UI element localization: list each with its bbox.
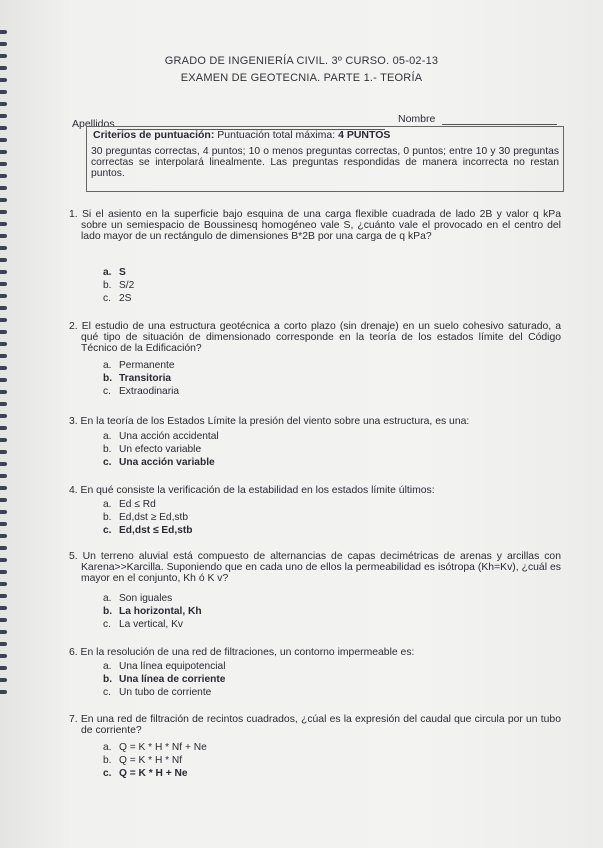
question-6-option-c[interactable]: c. Un tubo de corriente (103, 687, 212, 698)
question-7-option-a[interactable]: a. Q = K * H * Nf + Ne (103, 742, 207, 753)
question-7-option-b[interactable]: b. Q = K * H * Nf (103, 755, 183, 766)
question-6-option-b[interactable]: b. Una línea de corriente (103, 674, 226, 685)
criteria-heading: Criterios de puntuación: Puntuación total máxima: 4 PUNTOS (93, 129, 391, 141)
question-3 (69, 416, 561, 428)
question-4-option-b[interactable]: b. Ed,dst ≥ Ed,stb (103, 512, 189, 523)
question-2-option-c[interactable]: c. Extraodinaria (103, 386, 180, 397)
criteria-text: 30 preguntas correctas, 4 puntos; 10 o menos preguntas correctas, 0 puntos; entre 10 y 30 preguntas correctas se interpolará linealmente. Las preguntas respondidas de manera incorrecta no restan puntos. (91, 146, 559, 180)
question-5-option-c[interactable]: c. La vertical, Kv (103, 619, 183, 630)
question-2-option-a[interactable]: a. Permanente (103, 360, 175, 371)
question-4 (69, 485, 561, 497)
exam-title-line-1: GRADO DE INGENIERÍA CIVIL. 3º CURSO. 05-02-13 (164, 55, 439, 67)
question-7 (69, 714, 561, 738)
nombre-input-line[interactable] (442, 124, 557, 125)
question-3-stem: 3. En la teoría de los Estados Límite la presión del viento sobre una estructura, es una: (69, 416, 470, 427)
question-3-option-c[interactable]: c. Una acción variable (103, 457, 215, 468)
apellidos-label: Apellidos (72, 118, 115, 130)
question-3-option-a[interactable]: a. Una acción accidental (103, 431, 219, 442)
question-4-option-a[interactable]: a. Ed ≤ Rd (103, 499, 156, 510)
question-5 (69, 551, 561, 587)
question-6-stem: 6. En la resolución de una red de filtraciones, un contorno impermeable es: (69, 647, 415, 658)
question-1 (69, 209, 561, 259)
question-7-stem: 7. En una red de filtración de recintos cuadrados, ¿cúal es la expresión del caudal que circula por un tubo de corriente? (69, 714, 561, 736)
binder-holes (0, 0, 12, 848)
question-1-option-c[interactable]: c. 2S (103, 293, 132, 304)
question-5-stem: 5. Un terreno aluvial está compuesto de alternancias de capas decimétricas de arenas y arcillas con Karena>>Karcilla. Suponiendo que en cada uno de ellos la permeabilidad es isótropa (Kh=Kv), ¿cuál es mayor en el conjunto, Kh ó K v? (69, 551, 561, 584)
question-1-stem: 1. Si el asiento en la superficie bajo esquina de una carga flexible cuadrada de lado 2B y valor q kPa sobre un semiespacio de Boussinesq homogéneo vale S, ¿cuánto vale el provocado en el centro del lado mayor de un rectángulo de dimensiones B*2B por una carga de q kPa? (69, 209, 561, 242)
question-4-option-c[interactable]: c. Ed,dst ≤ Ed,stb (103, 525, 193, 536)
exam-title-line-2: EXAMEN DE GEOTECNIA. PARTE 1.- TEORÍA (180, 72, 423, 84)
question-4-stem: 4. En qué consiste la verificación de la estabilidad en los estados límite últimos: (69, 485, 435, 496)
question-6-option-a[interactable]: a. Una línea equipotencial (103, 661, 226, 672)
question-1-option-a[interactable]: a. S (103, 267, 126, 278)
question-5-option-b[interactable]: b. La horizontal, Kh (103, 606, 202, 617)
nombre-label: Nombre (398, 113, 436, 125)
question-5-option-a[interactable]: a. Son iguales (103, 593, 173, 604)
question-7-option-c[interactable]: c. Q = K * H + Ne (103, 768, 188, 779)
question-3-option-b[interactable]: b. Un efecto variable (103, 444, 202, 455)
question-2-option-b[interactable]: b. Transitoria (103, 373, 172, 384)
question-2-stem: 2. El estudio de una estructura geotécnica a corto plazo (sin drenaje) en un suelo cohesivo saturado, a qué tipo de situación de dimensionado corresponde en la teoría de los estados límite del Código Técnico de la Edificación? (69, 321, 561, 354)
question-6 (69, 647, 561, 659)
question-1-option-b[interactable]: b. S/2 (103, 280, 135, 291)
question-2 (69, 321, 561, 357)
scoring-criteria-box (86, 126, 564, 192)
